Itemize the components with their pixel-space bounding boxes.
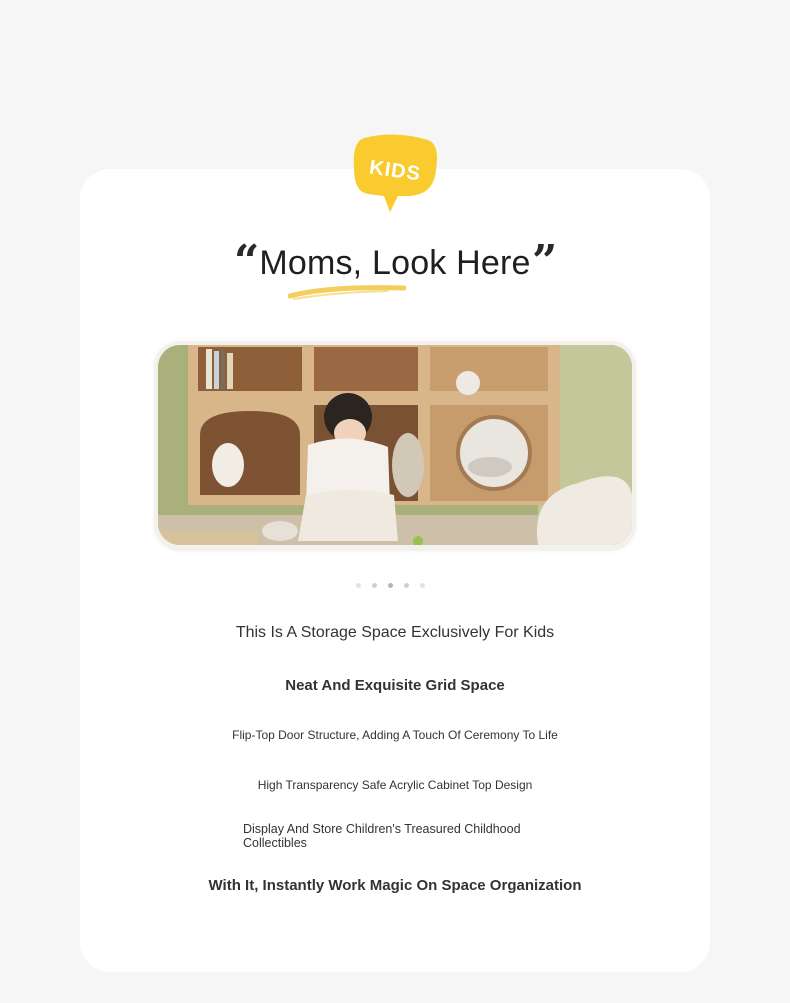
feature-line-4: High Transparency Safe Acrylic Cabinet Top Design xyxy=(257,778,533,792)
carousel-dot-active[interactable] xyxy=(388,583,393,588)
headline-text: Moms, Look Here xyxy=(259,244,531,282)
feature-line-2: Neat And Exquisite Grid Space xyxy=(285,677,505,694)
kids-badge-icon xyxy=(350,132,440,216)
feature-line-3: Flip-Top Door Structure, Adding A Touch Of Ceremony To Life xyxy=(232,728,558,742)
carousel-dot[interactable] xyxy=(372,583,377,588)
feature-line-5: Display And Store Children's Treasured Childhood Collectibles xyxy=(243,822,521,850)
feature-line-1: This Is A Storage Space Exclusively For Kids xyxy=(235,624,555,641)
badge-text: KIDS xyxy=(367,156,423,186)
feature-line-6: With It, Instantly Work Magic On Space Organization xyxy=(208,877,582,894)
open-quote: “ xyxy=(234,236,260,287)
carousel-dot[interactable] xyxy=(356,583,361,588)
carousel-dot[interactable] xyxy=(420,583,425,588)
carousel-slide[interactable] xyxy=(154,341,636,551)
carousel-indicators xyxy=(356,580,436,590)
product-photo xyxy=(158,345,632,545)
close-quote: ” xyxy=(532,236,558,287)
carousel-dot[interactable] xyxy=(404,583,409,588)
brush-underline xyxy=(288,280,406,302)
